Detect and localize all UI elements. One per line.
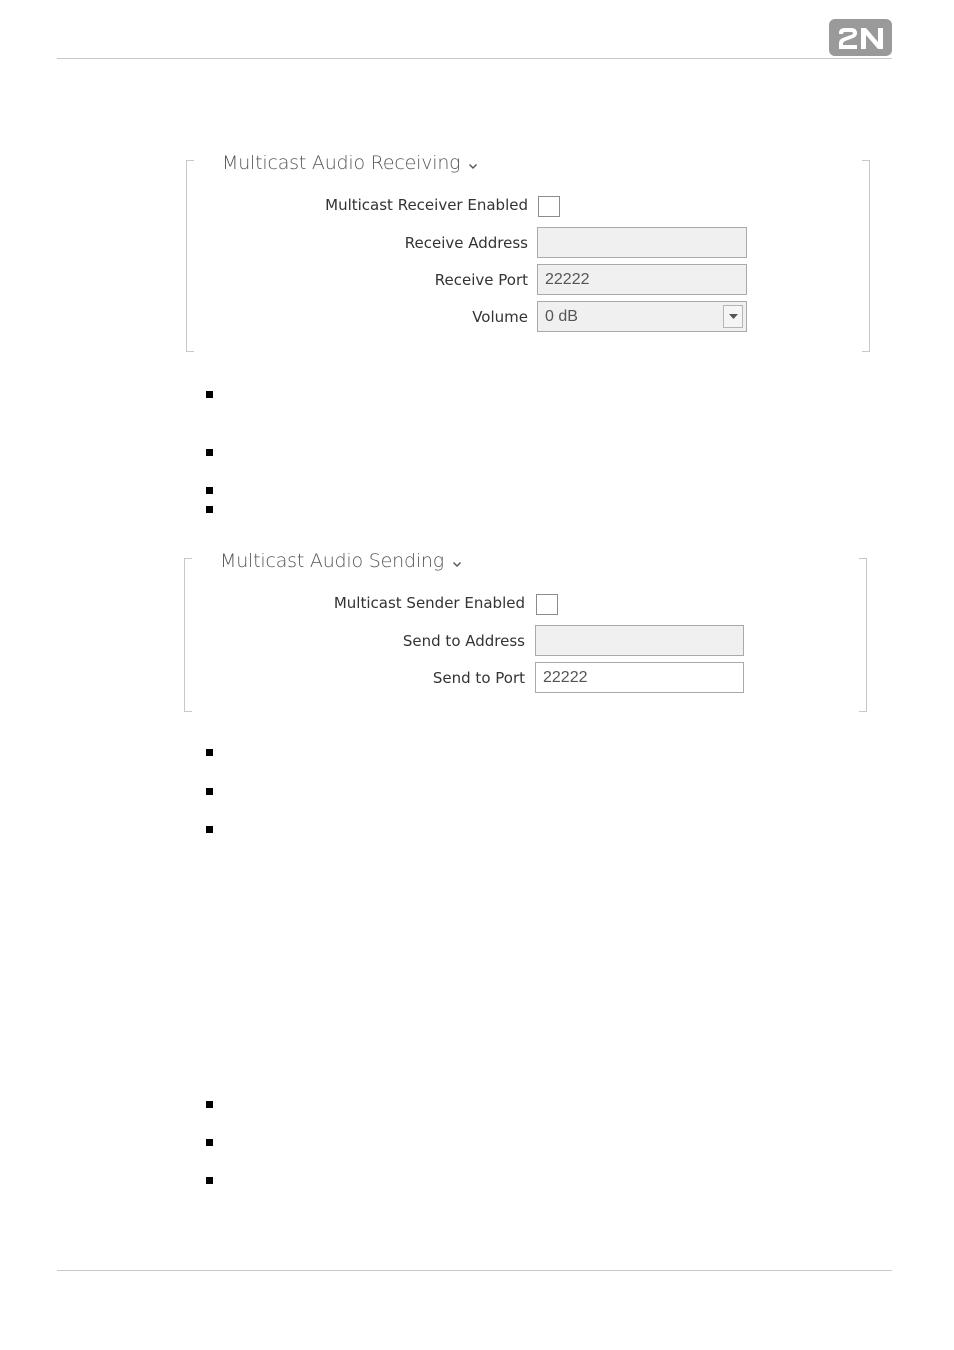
sending-title-text: Multicast Audio Sending — [220, 550, 444, 572]
receive-port-input[interactable]: 22222 — [537, 264, 747, 295]
receiving-title-text: Multicast Audio Receiving — [222, 152, 461, 174]
triangle-down-icon — [729, 314, 738, 319]
list-bullet — [206, 1177, 213, 1184]
receive-address-input[interactable] — [537, 227, 747, 258]
receiving-panel-right-bracket — [862, 160, 870, 352]
receiver-enabled-checkbox[interactable] — [538, 196, 560, 217]
list-bullet — [206, 506, 213, 513]
receiving-section-title[interactable] — [222, 152, 478, 175]
volume-dropdown-button[interactable] — [723, 305, 743, 328]
send-to-address-label: Send to Address — [402, 632, 525, 650]
send-to-port-label: Send to Port — [432, 669, 525, 687]
receiving-panel-left-bracket — [186, 160, 194, 352]
list-bullet — [206, 1139, 213, 1146]
chevron-down-icon — [468, 153, 478, 175]
volume-label: Volume — [472, 308, 528, 326]
send-to-address-input[interactable] — [535, 625, 744, 656]
list-bullet — [206, 788, 213, 795]
sending-section-title[interactable] — [220, 550, 462, 573]
volume-select[interactable] — [537, 301, 747, 332]
list-bullet — [206, 749, 213, 756]
sending-panel-left-bracket — [184, 558, 192, 712]
receiver-enabled-label: Multicast Receiver Enabled — [325, 196, 528, 214]
receive-address-label: Receive Address — [404, 234, 528, 252]
list-bullet — [206, 391, 213, 398]
brand-logo — [829, 19, 892, 56]
footer-divider — [57, 1270, 892, 1271]
chevron-down-icon — [452, 551, 462, 573]
2n-logo-icon — [835, 25, 887, 51]
list-bullet — [206, 449, 213, 456]
sending-panel-right-bracket — [859, 558, 867, 712]
volume-select-value: 0 dB — [545, 308, 578, 325]
list-bullet — [206, 487, 213, 494]
receive-port-label: Receive Port — [434, 271, 528, 289]
list-bullet — [206, 826, 213, 833]
sender-enabled-checkbox[interactable] — [536, 594, 558, 615]
header-divider — [57, 58, 892, 59]
send-to-port-input[interactable]: 22222 — [535, 662, 744, 693]
sender-enabled-label: Multicast Sender Enabled — [333, 594, 525, 612]
list-bullet — [206, 1101, 213, 1108]
